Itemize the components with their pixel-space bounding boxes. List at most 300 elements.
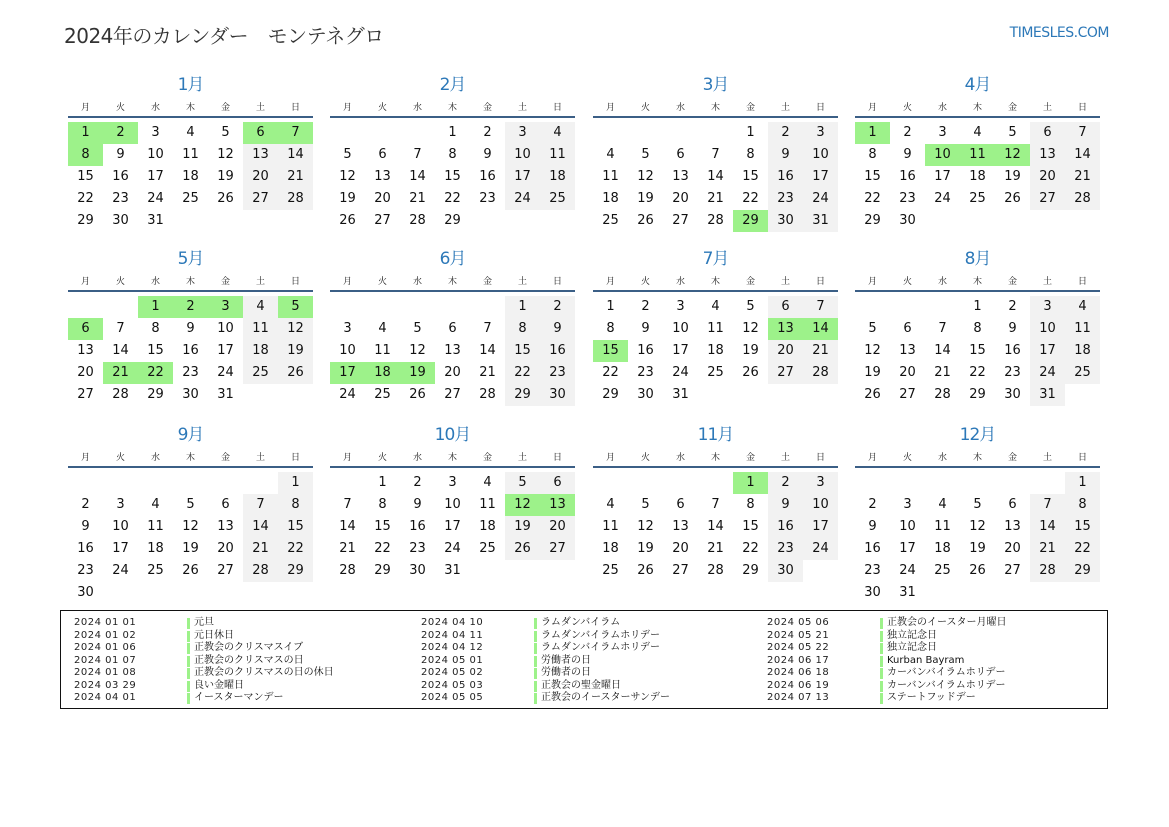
day-cell: 23	[864, 563, 881, 578]
day-cell: 13	[1030, 144, 1065, 166]
empty-cell	[505, 560, 540, 582]
weekday-label: 火	[377, 103, 387, 113]
holiday-marker	[187, 631, 190, 642]
weekday-label: 水	[150, 277, 160, 287]
day-cell: 4	[540, 122, 575, 144]
day-cell: 1	[746, 125, 755, 140]
day-cell: 17	[147, 169, 164, 184]
weekday-label: 月	[605, 277, 615, 287]
empty-cell	[890, 472, 925, 494]
day-cell: 28	[339, 563, 356, 578]
legend-holiday-name: 正教会の聖金曜日	[541, 679, 621, 691]
day-cell: 13	[540, 494, 575, 516]
day-cell: 24	[899, 563, 916, 578]
day-cell: 12	[278, 318, 313, 340]
empty-cell	[208, 582, 243, 604]
month-title: 9月	[177, 425, 204, 445]
day-cell: 14	[707, 519, 724, 534]
legend-item	[61, 630, 334, 643]
day-cell: 14	[409, 169, 426, 184]
weekday-label: 金	[1007, 453, 1017, 463]
weekday-label: 土	[1042, 103, 1052, 113]
week-row	[855, 538, 1100, 560]
day-cell: 21	[409, 191, 426, 206]
day-cell: 10	[803, 494, 838, 516]
day-cell: 20	[768, 340, 803, 362]
day-cell: 11	[374, 343, 391, 358]
legend-item	[61, 667, 334, 680]
weekday-header	[330, 450, 575, 466]
day-cell: 27	[672, 213, 689, 228]
day-cell: 28	[243, 560, 278, 582]
day-cell: 11	[479, 497, 496, 512]
day-cell: 20	[243, 166, 278, 188]
legend-holiday-name: ラムダンバイラム	[541, 617, 621, 628]
day-cell: 5	[221, 125, 230, 140]
day-cell: 27	[1030, 188, 1065, 210]
day-cell: 21	[934, 365, 951, 380]
holiday-marker	[187, 693, 190, 704]
day-cell: 27	[217, 563, 234, 578]
day-cell: 4	[243, 296, 278, 318]
weekday-header	[68, 450, 313, 466]
day-cell: 19	[637, 191, 654, 206]
empty-cell	[698, 122, 733, 144]
day-cell: 8	[448, 147, 457, 162]
weekday-label: 日	[1077, 103, 1087, 113]
week-row	[330, 362, 575, 384]
day-cell: 5	[505, 472, 540, 494]
day-cell: 7	[711, 497, 720, 512]
empty-cell	[540, 210, 575, 232]
day-cell: 4	[151, 497, 160, 512]
day-cell: 1	[855, 122, 890, 144]
legend-date: 2024 06 17	[767, 654, 830, 666]
day-cell: 15	[444, 169, 461, 184]
holiday-marker	[187, 643, 190, 654]
day-cell: 13	[77, 343, 94, 358]
week-row	[330, 472, 575, 494]
holiday-marker	[187, 656, 190, 667]
header-divider	[68, 466, 313, 468]
week-row	[68, 166, 313, 188]
day-cell: 7	[1030, 494, 1065, 516]
day-cell: 11	[147, 519, 164, 534]
month-title: 2月	[439, 75, 466, 95]
empty-cell	[960, 472, 995, 494]
day-cell: 9	[186, 321, 195, 336]
day-cell: 4	[483, 475, 492, 490]
empty-cell	[628, 472, 663, 494]
day-cell: 3	[803, 122, 838, 144]
holiday-marker	[880, 643, 883, 654]
week-row	[855, 516, 1100, 538]
day-cell: 30	[768, 560, 803, 582]
day-cell: 29	[1065, 560, 1100, 582]
empty-cell	[663, 122, 698, 144]
day-cell: 24	[1030, 362, 1065, 384]
weekday-label: 月	[80, 103, 90, 113]
day-cell: 1	[1065, 472, 1100, 494]
weekday-label: 土	[517, 277, 527, 287]
day-cell: 22	[742, 541, 759, 556]
day-cell: 31	[217, 387, 234, 402]
day-cell: 27	[243, 188, 278, 210]
day-cell: 18	[479, 519, 496, 534]
month-title: 6月	[439, 249, 466, 269]
week-row	[330, 494, 575, 516]
day-cell: 22	[444, 191, 461, 206]
legend-holiday-name: イースターマンデー	[194, 692, 284, 703]
day-cell: 30	[112, 213, 129, 228]
weekday-label: 金	[482, 277, 492, 287]
weekday-label: 水	[150, 103, 160, 113]
day-cell: 9	[903, 147, 912, 162]
day-cell: 24	[339, 387, 356, 402]
weekday-label: 土	[780, 103, 790, 113]
day-cell: 26	[409, 387, 426, 402]
day-cell: 13	[768, 318, 803, 340]
day-cell: 22	[1065, 538, 1100, 560]
week-row	[68, 516, 313, 538]
day-cell: 26	[278, 362, 313, 384]
weekday-label: 木	[447, 453, 457, 463]
week-row	[593, 472, 838, 494]
week-row	[855, 188, 1100, 210]
weekday-label: 木	[972, 453, 982, 463]
day-cell: 1	[733, 472, 768, 494]
day-cell: 27	[444, 387, 461, 402]
day-cell: 2	[173, 296, 208, 318]
day-cell: 28	[1065, 188, 1100, 210]
day-cell: 8	[278, 494, 313, 516]
day-cell: 5	[868, 321, 877, 336]
weekday-header	[330, 274, 575, 290]
day-cell: 5	[343, 147, 352, 162]
day-cell: 23	[899, 191, 916, 206]
day-cell: 19	[339, 191, 356, 206]
day-cell: 7	[116, 321, 125, 336]
day-cell: 24	[112, 563, 129, 578]
day-cell: 8	[378, 497, 387, 512]
legend-item	[754, 642, 1007, 655]
empty-cell	[768, 384, 803, 406]
day-cell: 24	[217, 365, 234, 380]
weekday-label: 月	[867, 277, 877, 287]
empty-cell	[330, 472, 365, 494]
day-cell: 12	[182, 519, 199, 534]
weekday-label: 水	[412, 277, 422, 287]
day-cell: 26	[864, 387, 881, 402]
day-cell: 22	[742, 191, 759, 206]
empty-cell	[173, 582, 208, 604]
legend-date: 2024 01 08	[74, 667, 137, 678]
weekday-label: 金	[482, 453, 492, 463]
day-cell: 11	[602, 169, 619, 184]
day-cell: 11	[1065, 318, 1100, 340]
week-row	[593, 122, 838, 144]
day-cell: 11	[960, 144, 995, 166]
holiday-marker	[880, 618, 883, 629]
weekday-label: 土	[517, 453, 527, 463]
day-cell: 5	[973, 497, 982, 512]
header-divider	[593, 290, 838, 292]
day-cell: 12	[995, 144, 1030, 166]
holiday-marker	[187, 681, 190, 692]
month-title: 1月	[177, 75, 204, 95]
weekday-label: 日	[1077, 453, 1087, 463]
month-10	[330, 424, 575, 582]
day-cell: 2	[540, 296, 575, 318]
day-cell: 9	[768, 494, 803, 516]
month-title: 11月	[697, 425, 734, 445]
empty-cell	[330, 122, 365, 144]
day-cell: 22	[602, 365, 619, 380]
week-row	[593, 538, 838, 560]
day-cell: 29	[374, 563, 391, 578]
day-cell: 12	[217, 147, 234, 162]
weekday-label: 日	[552, 453, 562, 463]
day-cell: 10	[505, 144, 540, 166]
day-cell: 1	[973, 299, 982, 314]
day-cell: 17	[444, 519, 461, 534]
day-cell: 28	[278, 188, 313, 210]
header-divider	[68, 290, 313, 292]
day-cell: 11	[182, 147, 199, 162]
day-cell: 2	[768, 472, 803, 494]
day-cell: 22	[138, 362, 173, 384]
day-cell: 4	[938, 497, 947, 512]
empty-cell	[103, 296, 138, 318]
day-cell: 7	[343, 497, 352, 512]
day-cell: 17	[112, 541, 129, 556]
empty-cell	[593, 472, 628, 494]
day-cell: 18	[969, 169, 986, 184]
legend-date: 2024 03 29	[74, 679, 137, 691]
legend-holiday-name: ステートフッドデー	[887, 692, 976, 703]
weekday-label: 水	[150, 453, 160, 463]
day-cell: 14	[934, 343, 951, 358]
empty-cell	[890, 296, 925, 318]
week-row	[855, 472, 1100, 494]
day-cell: 10	[147, 147, 164, 162]
day-cell: 27	[540, 538, 575, 560]
week-row	[68, 472, 313, 494]
day-cell: 1	[378, 475, 387, 490]
day-cell: 12	[637, 169, 654, 184]
day-cell: 31	[899, 585, 916, 600]
day-cell: 4	[378, 321, 387, 336]
day-cell: 2	[81, 497, 90, 512]
legend-holiday-name: 良い金曜日	[194, 679, 244, 691]
day-cell: 6	[676, 147, 685, 162]
day-cell: 16	[637, 343, 654, 358]
empty-cell	[400, 122, 435, 144]
legend-item	[61, 617, 334, 630]
weekday-label: 日	[815, 103, 825, 113]
week-row	[330, 538, 575, 560]
month-12	[855, 424, 1100, 604]
legend-item	[754, 680, 1007, 693]
day-cell: 18	[182, 169, 199, 184]
week-row	[330, 210, 575, 232]
month-4	[855, 74, 1100, 232]
day-cell: 27	[672, 563, 689, 578]
day-cell: 24	[803, 188, 838, 210]
day-cell: 6	[903, 321, 912, 336]
day-cell: 6	[448, 321, 457, 336]
month-5	[68, 248, 313, 406]
day-cell: 8	[606, 321, 615, 336]
weekday-label: 火	[640, 277, 650, 287]
day-cell: 9	[81, 519, 90, 534]
day-cell: 30	[540, 384, 575, 406]
week-row	[593, 166, 838, 188]
brand-link[interactable]: TIMESLES.COM	[1009, 25, 1109, 41]
holiday-marker	[534, 693, 537, 704]
weekday-label: 火	[902, 103, 912, 113]
day-cell: 10	[339, 343, 356, 358]
day-cell: 29	[505, 384, 540, 406]
empty-cell	[1030, 472, 1065, 494]
empty-cell	[803, 560, 838, 582]
empty-cell	[173, 472, 208, 494]
day-cell: 30	[637, 387, 654, 402]
day-cell: 6	[540, 472, 575, 494]
legend-item	[61, 642, 334, 655]
weekday-label: 火	[115, 103, 125, 113]
week-row	[330, 122, 575, 144]
legend-date: 2024 01 07	[74, 654, 137, 666]
legend-holiday-name: 独立記念日	[887, 642, 937, 653]
week-row	[330, 340, 575, 362]
weekday-label: 月	[342, 277, 352, 287]
day-cell: 9	[413, 497, 422, 512]
week-row	[855, 166, 1100, 188]
day-cell: 2	[413, 475, 422, 490]
empty-cell	[995, 582, 1030, 604]
month-8	[855, 248, 1100, 406]
day-cell: 20	[1004, 541, 1021, 556]
day-cell: 20	[540, 516, 575, 538]
empty-cell	[540, 560, 575, 582]
week-row	[855, 318, 1100, 340]
legend-item	[408, 617, 670, 630]
month-title: 5月	[177, 249, 204, 269]
day-cell: 3	[151, 125, 160, 140]
weekday-header	[68, 100, 313, 116]
weekday-label: 金	[1007, 277, 1017, 287]
week-row	[593, 384, 838, 406]
day-cell: 17	[803, 166, 838, 188]
day-cell: 25	[707, 365, 724, 380]
empty-cell	[995, 472, 1030, 494]
month-title: 12月	[959, 425, 996, 445]
day-cell: 20	[374, 191, 391, 206]
year-calendar	[68, 74, 1102, 604]
weekday-label: 土	[780, 277, 790, 287]
empty-cell	[925, 296, 960, 318]
legend-holiday-name: ラムダンバイラムホリデー	[541, 642, 660, 653]
day-cell: 8	[868, 147, 877, 162]
day-cell: 3	[448, 475, 457, 490]
day-cell: 26	[217, 191, 234, 206]
day-cell: 5	[746, 299, 755, 314]
week-row	[330, 384, 575, 406]
day-cell: 22	[505, 362, 540, 384]
day-cell: 16	[1004, 343, 1021, 358]
weekday-label: 金	[220, 277, 230, 287]
weekday-header	[593, 450, 838, 466]
day-cell: 21	[243, 538, 278, 560]
week-row	[855, 494, 1100, 516]
empty-cell	[278, 582, 313, 604]
weekday-label: 月	[80, 453, 90, 463]
weekday-label: 水	[412, 453, 422, 463]
weekday-label: 日	[290, 277, 300, 287]
holiday-marker	[187, 618, 190, 629]
day-cell: 28	[934, 387, 951, 402]
weekday-label: 金	[745, 103, 755, 113]
day-cell: 3	[676, 299, 685, 314]
legend-date: 2024 01 01	[74, 617, 137, 628]
day-cell: 26	[182, 563, 199, 578]
day-cell: 17	[672, 343, 689, 358]
day-cell: 22	[374, 541, 391, 556]
day-cell: 31	[147, 213, 164, 228]
day-cell: 27	[1004, 563, 1021, 578]
weekday-label: 月	[867, 103, 877, 113]
day-cell: 21	[479, 365, 496, 380]
day-cell: 8	[68, 144, 103, 166]
weekday-label: 土	[255, 453, 265, 463]
week-row	[855, 340, 1100, 362]
day-cell: 12	[339, 169, 356, 184]
legend-date: 2024 05 21	[767, 629, 830, 641]
weekday-label: 水	[412, 103, 422, 113]
day-cell: 25	[602, 563, 619, 578]
legend-holiday-name: 元旦	[194, 617, 214, 628]
day-cell: 10	[217, 321, 234, 336]
week-row	[68, 494, 313, 516]
empty-cell	[925, 210, 960, 232]
day-cell: 14	[243, 516, 278, 538]
day-cell: 10	[1030, 318, 1065, 340]
legend-item	[61, 692, 334, 705]
month-title: 8月	[964, 249, 991, 269]
day-cell: 21	[803, 340, 838, 362]
day-cell: 12	[742, 321, 759, 336]
empty-cell	[173, 210, 208, 232]
day-cell: 26	[637, 563, 654, 578]
weekday-label: 金	[1007, 103, 1017, 113]
day-cell: 10	[899, 519, 916, 534]
legend-date: 2024 06 19	[767, 679, 830, 691]
day-cell: 4	[1065, 296, 1100, 318]
legend-item	[754, 667, 1007, 680]
day-cell: 9	[483, 147, 492, 162]
weekday-label: 日	[290, 103, 300, 113]
weekday-label: 木	[447, 277, 457, 287]
holiday-marker	[534, 681, 537, 692]
month-2	[330, 74, 575, 232]
day-cell: 16	[864, 541, 881, 556]
month-11	[593, 424, 838, 582]
weekday-label: 木	[185, 453, 195, 463]
holiday-marker	[880, 681, 883, 692]
empty-cell	[103, 472, 138, 494]
month-title: 3月	[702, 75, 729, 95]
